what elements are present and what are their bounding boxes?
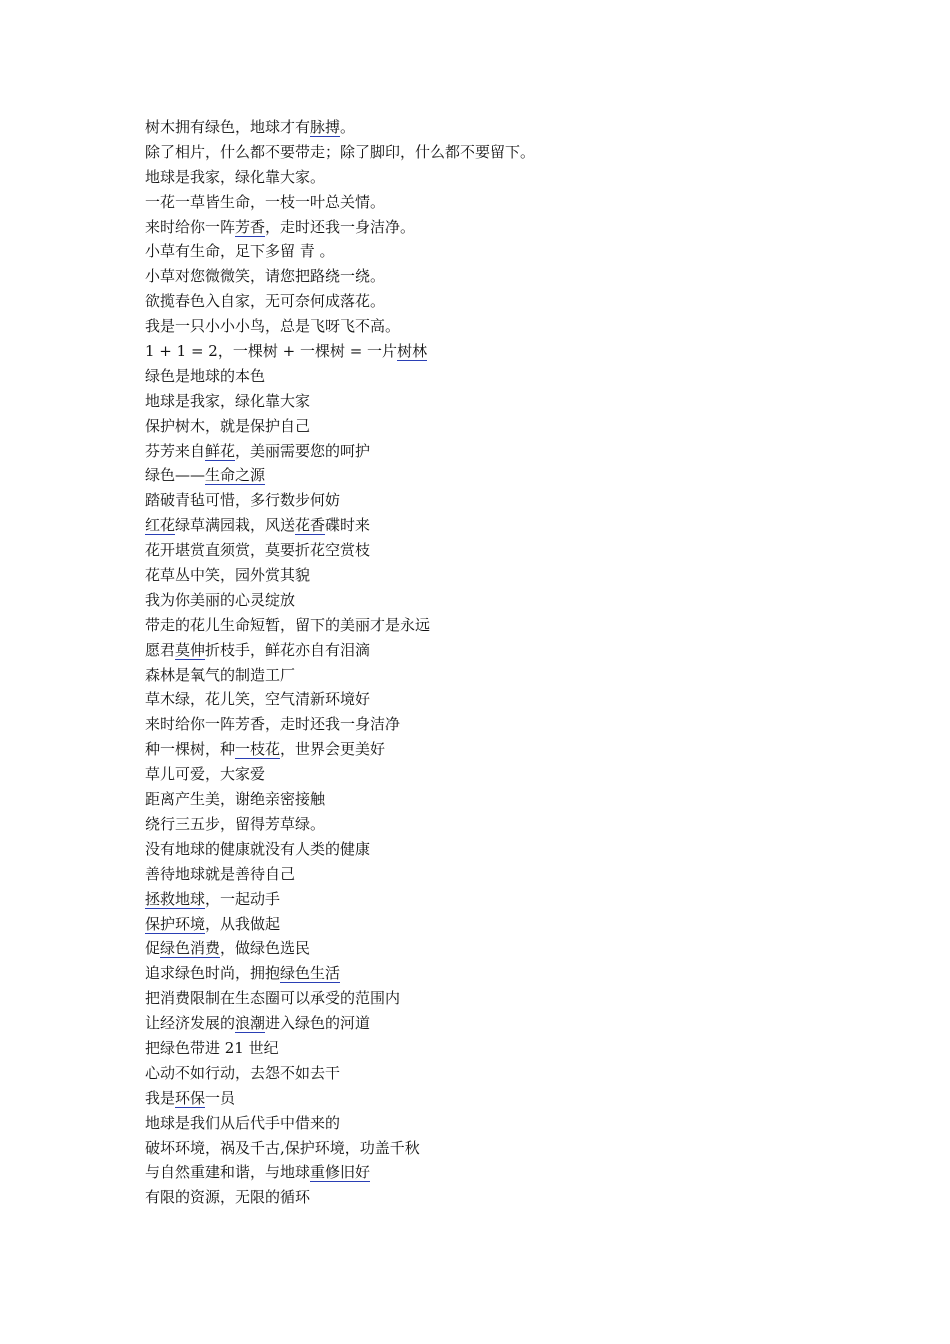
text-segment: 森林是氧气的制造工厂 (145, 665, 296, 684)
text-line (145, 1086, 845, 1111)
text-segment: 没有地球的健康就没有人类的健康 (145, 839, 371, 858)
text-segment: 绿色是地球的本色 (145, 366, 266, 385)
hyperlink[interactable]: 保护环境 (145, 914, 206, 933)
text-line (145, 140, 845, 165)
text-segment: 芬芳来自 (145, 441, 206, 460)
hyperlink[interactable]: 浪潮 (235, 1014, 266, 1033)
text-segment: 地球是我家，绿化靠大家。 (145, 167, 326, 186)
text-line (145, 762, 845, 787)
text-segment: 一花一草皆生命，一枝一叶总关情。 (145, 192, 386, 211)
text-segment: ，走时还我一身洁净。 (265, 217, 416, 236)
text-line (145, 787, 845, 812)
text-line (145, 1011, 845, 1036)
text-segment: 心动不如行动，去怨不如去干 (145, 1063, 341, 1082)
text-segment: 进入绿色的河道 (265, 1014, 371, 1033)
text-line (145, 687, 845, 712)
text-line (145, 1061, 845, 1086)
text-segment: ，从我做起 (205, 914, 281, 933)
text-segment: 1 + 1 = 2，一棵树 + 一棵树 = 一片 (145, 342, 398, 361)
text-segment: 来时给你一阵 (145, 217, 236, 236)
text-line (145, 588, 845, 613)
text-line (145, 812, 845, 837)
text-segment: ，世界会更美好 (280, 740, 386, 759)
hyperlink[interactable]: 绿色生活 (280, 964, 341, 983)
text-line (145, 663, 845, 688)
text-line (145, 712, 845, 737)
hyperlink[interactable]: 脉搏 (310, 118, 341, 136)
text-segment: 欲揽春色入自家，无可奈何成落花。 (145, 292, 386, 311)
text-line (145, 488, 845, 513)
text-line (145, 912, 845, 937)
text-segment: 带走的花儿生命短暂，留下的美丽才是永远 (145, 615, 431, 634)
text-segment: 花草丛中笑，园外赏其貌 (145, 566, 311, 585)
text-line (145, 1036, 845, 1061)
text-segment: 地球是我们从后代手中借来的 (145, 1113, 341, 1132)
text-segment: 促 (145, 939, 161, 958)
text-line (145, 289, 845, 314)
hyperlink[interactable]: 重修旧好 (310, 1163, 371, 1182)
text-line (145, 936, 845, 961)
text-segment: 草木绿，花儿笑，空气清新环境好 (145, 690, 371, 709)
text-line (145, 1160, 845, 1185)
text-line (145, 314, 845, 339)
text-line (145, 463, 845, 488)
text-segment: 种一棵树，种 (145, 740, 236, 759)
text-segment: 把消费限制在生态圈可以承受的范围内 (145, 989, 401, 1008)
text-line (145, 538, 845, 563)
text-line (145, 1111, 845, 1136)
text-segment: 踏破青毡可惜，多行数步何妨 (145, 491, 341, 510)
hyperlink[interactable]: 花香 (295, 516, 326, 535)
text-segment: 绿色—— (145, 466, 206, 485)
text-segment: 草儿可爱，大家爱 (145, 765, 266, 784)
text-segment: 善待地球就是善待自己 (145, 864, 296, 883)
text-line (145, 264, 845, 289)
text-line (145, 414, 845, 439)
hyperlink[interactable]: 一枝花 (235, 740, 281, 759)
text-segment: ，美丽需要您的呵护 (235, 441, 371, 460)
text-line (145, 115, 845, 140)
text-line (145, 339, 845, 364)
document-body (145, 115, 845, 1210)
hyperlink[interactable]: 鲜花 (205, 441, 236, 460)
text-segment: 让经济发展的 (145, 1014, 236, 1033)
text-line (145, 862, 845, 887)
hyperlink[interactable]: 树林 (397, 342, 428, 361)
text-line (145, 165, 845, 190)
text-line (145, 1185, 845, 1210)
text-line (145, 215, 845, 240)
text-segment: 我是 (145, 1088, 176, 1107)
text-line (145, 190, 845, 215)
text-segment: 。 (340, 118, 356, 136)
text-line (145, 737, 845, 762)
text-line (145, 439, 845, 464)
hyperlink[interactable]: 绿色消费 (160, 939, 221, 958)
text-segment: 有限的资源，无限的循环 (145, 1188, 311, 1207)
text-segment: 小草有生命，足下多留 青 。 (145, 242, 335, 261)
text-segment: 折枝手，鲜花亦自有泪滴 (205, 640, 371, 659)
text-line (145, 1136, 845, 1161)
text-segment: 追求绿色时尚，拥抱 (145, 964, 281, 983)
text-line (145, 887, 845, 912)
text-line (145, 389, 845, 414)
hyperlink[interactable]: 拯救地球 (145, 889, 206, 908)
text-segment: 除了相片，什么都不要带走；除了脚印，什么都不要留下。 (145, 142, 536, 161)
text-line (145, 563, 845, 588)
text-segment: 树木拥有绿色，地球才有 (145, 118, 311, 136)
text-segment: 地球是我家，绿化靠大家 (145, 391, 311, 410)
text-line (145, 613, 845, 638)
text-segment: 把绿色带进 21 世纪 (145, 1038, 279, 1057)
text-line (145, 961, 845, 986)
text-segment: 一员 (205, 1088, 236, 1107)
hyperlink[interactable]: 环保 (175, 1088, 206, 1107)
text-segment: 绕行三五步，留得芳草绿。 (145, 814, 326, 833)
text-segment: 保护树木，就是保护自己 (145, 416, 311, 435)
text-segment: 绿草满园栽，风送 (175, 516, 296, 535)
text-line (145, 364, 845, 389)
text-line (145, 837, 845, 862)
hyperlink[interactable]: 红花 (145, 516, 176, 535)
hyperlink[interactable]: 生命之源 (205, 466, 266, 485)
text-segment: 我为你美丽的心灵绽放 (145, 590, 296, 609)
text-line (145, 239, 845, 264)
text-line (145, 986, 845, 1011)
text-line (145, 513, 845, 538)
text-line (145, 638, 845, 663)
text-segment: 花开堪赏直须赏，莫要折花空赏枝 (145, 541, 371, 560)
text-segment: ，做绿色选民 (220, 939, 311, 958)
text-segment: 来时给你一阵芳香，走时还我一身洁净 (145, 715, 401, 734)
text-segment: 愿君 (145, 640, 176, 659)
text-segment: 小草对您微微笑，请您把路绕一绕。 (145, 267, 386, 286)
text-segment: 与自然重建和谐，与地球 (145, 1163, 311, 1182)
hyperlink[interactable]: 芳香 (235, 217, 266, 236)
text-segment: 我是一只小小小鸟，总是飞呀飞不高。 (145, 317, 401, 336)
hyperlink[interactable]: 莫伸 (175, 640, 206, 659)
text-segment: 距离产生美，谢绝亲密接触 (145, 790, 326, 809)
text-segment: 破坏环境，祸及千古,保护环境，功盖千秋 (145, 1138, 420, 1157)
text-segment: ，一起动手 (205, 889, 281, 908)
text-segment: 碟时来 (325, 516, 371, 535)
